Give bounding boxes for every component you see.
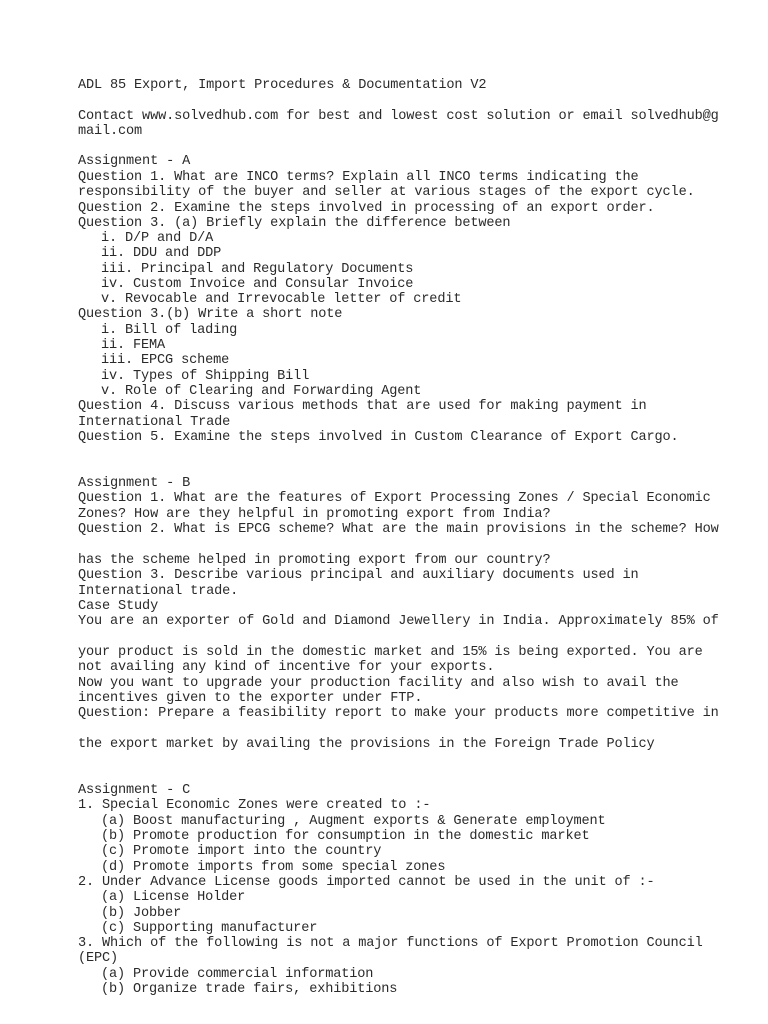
text-line: International trade. xyxy=(78,584,239,599)
assignment-c-heading: Assignment - C xyxy=(78,783,191,798)
assignment-b-heading: Assignment - B xyxy=(78,476,191,491)
question-line: 1. Special Economic Zones were created to :- xyxy=(78,798,431,813)
text-line: Question 5. Examine the steps involved in Custom Clearance of Export Cargo. xyxy=(78,430,679,445)
list-item: iv. Types of Shipping Bill xyxy=(101,369,310,384)
text-line: You are an exporter of Gold and Diamond Jewellery in India. Approximately 85% of xyxy=(78,614,719,629)
text-line: Question 2. Examine the steps involved in processing of an export order. xyxy=(78,201,655,216)
text-line: International Trade xyxy=(78,415,231,430)
case-study-heading: Case Study xyxy=(78,599,159,614)
text-line: Question 3. (a) Briefly explain the difference between xyxy=(78,216,511,231)
text-line: Question 3. Describe various principal and auxiliary documents used in xyxy=(78,568,639,583)
text-line: incentives given to the exporter under FTP. xyxy=(78,691,423,706)
list-item: iii. EPCG scheme xyxy=(101,353,230,368)
list-item: i. D/P and D/A xyxy=(101,231,214,246)
contact-line: mail.com xyxy=(78,124,143,139)
contact-line: Contact www.solvedhub.com for best and lowest cost solution or email solvedhub@g xyxy=(78,109,719,124)
text-line: has the scheme helped in promoting export from our country? xyxy=(78,553,551,568)
option-line: (a) License Holder xyxy=(101,890,246,905)
text-line: Question 3.(b) Write a short note xyxy=(78,307,343,322)
option-line: (c) Promote import into the country xyxy=(101,844,382,859)
text-line: Question 1. What are INCO terms? Explain all INCO terms indicating the xyxy=(78,170,639,185)
option-line: (a) Provide commercial information xyxy=(101,967,374,982)
list-item: ii. FEMA xyxy=(101,338,166,353)
text-line: Zones? How are they helpful in promoting export from India? xyxy=(78,507,551,522)
list-item: iv. Custom Invoice and Consular Invoice xyxy=(101,277,414,292)
text-line: Question: Prepare a feasibility report to make your products more competitive in xyxy=(78,706,719,721)
option-line: (b) Jobber xyxy=(101,906,182,921)
text-line: Question 2. What is EPCG scheme? What are the main provisions in the scheme? How xyxy=(78,522,719,537)
list-item: ii. DDU and DDP xyxy=(101,246,222,261)
option-line: (c) Supporting manufacturer xyxy=(101,921,318,936)
assignment-a-heading: Assignment - A xyxy=(78,154,191,169)
question-line: 2. Under Advance License goods imported cannot be used in the unit of :- xyxy=(78,875,655,890)
question-line: (EPC) xyxy=(78,951,119,966)
option-line: (a) Boost manufacturing , Augment exports & Generate employment xyxy=(101,814,606,829)
text-line: Question 4. Discuss various methods that are used for making payment in xyxy=(78,399,647,414)
text-line: Now you want to upgrade your production facility and also wish to avail the xyxy=(78,676,679,691)
list-item: v. Revocable and Irrevocable letter of credit xyxy=(101,292,462,307)
option-line: (b) Promote production for consumption in the domestic market xyxy=(101,829,590,844)
text-line: your product is sold in the domestic market and 15% is being exported. You are xyxy=(78,645,703,660)
text-line: not availing any kind of incentive for your exports. xyxy=(78,660,495,675)
list-item: i. Bill of lading xyxy=(101,323,238,338)
list-item: v. Role of Clearing and Forwarding Agent xyxy=(101,384,422,399)
text-line: Question 1. What are the features of Export Processing Zones / Special Economic xyxy=(78,491,711,506)
text-line: responsibility of the buyer and seller at various stages of the export cycle. xyxy=(78,185,695,200)
text-line: the export market by availing the provisions in the Foreign Trade Policy xyxy=(78,737,655,752)
document-title: ADL 85 Export, Import Procedures & Documentation V2 xyxy=(78,78,487,93)
option-line: (d) Promote imports from some special zones xyxy=(101,860,446,875)
question-line: 3. Which of the following is not a major functions of Export Promotion Council xyxy=(78,936,703,951)
list-item: iii. Principal and Regulatory Documents xyxy=(101,262,414,277)
option-line: (b) Organize trade fairs, exhibitions xyxy=(101,982,398,997)
